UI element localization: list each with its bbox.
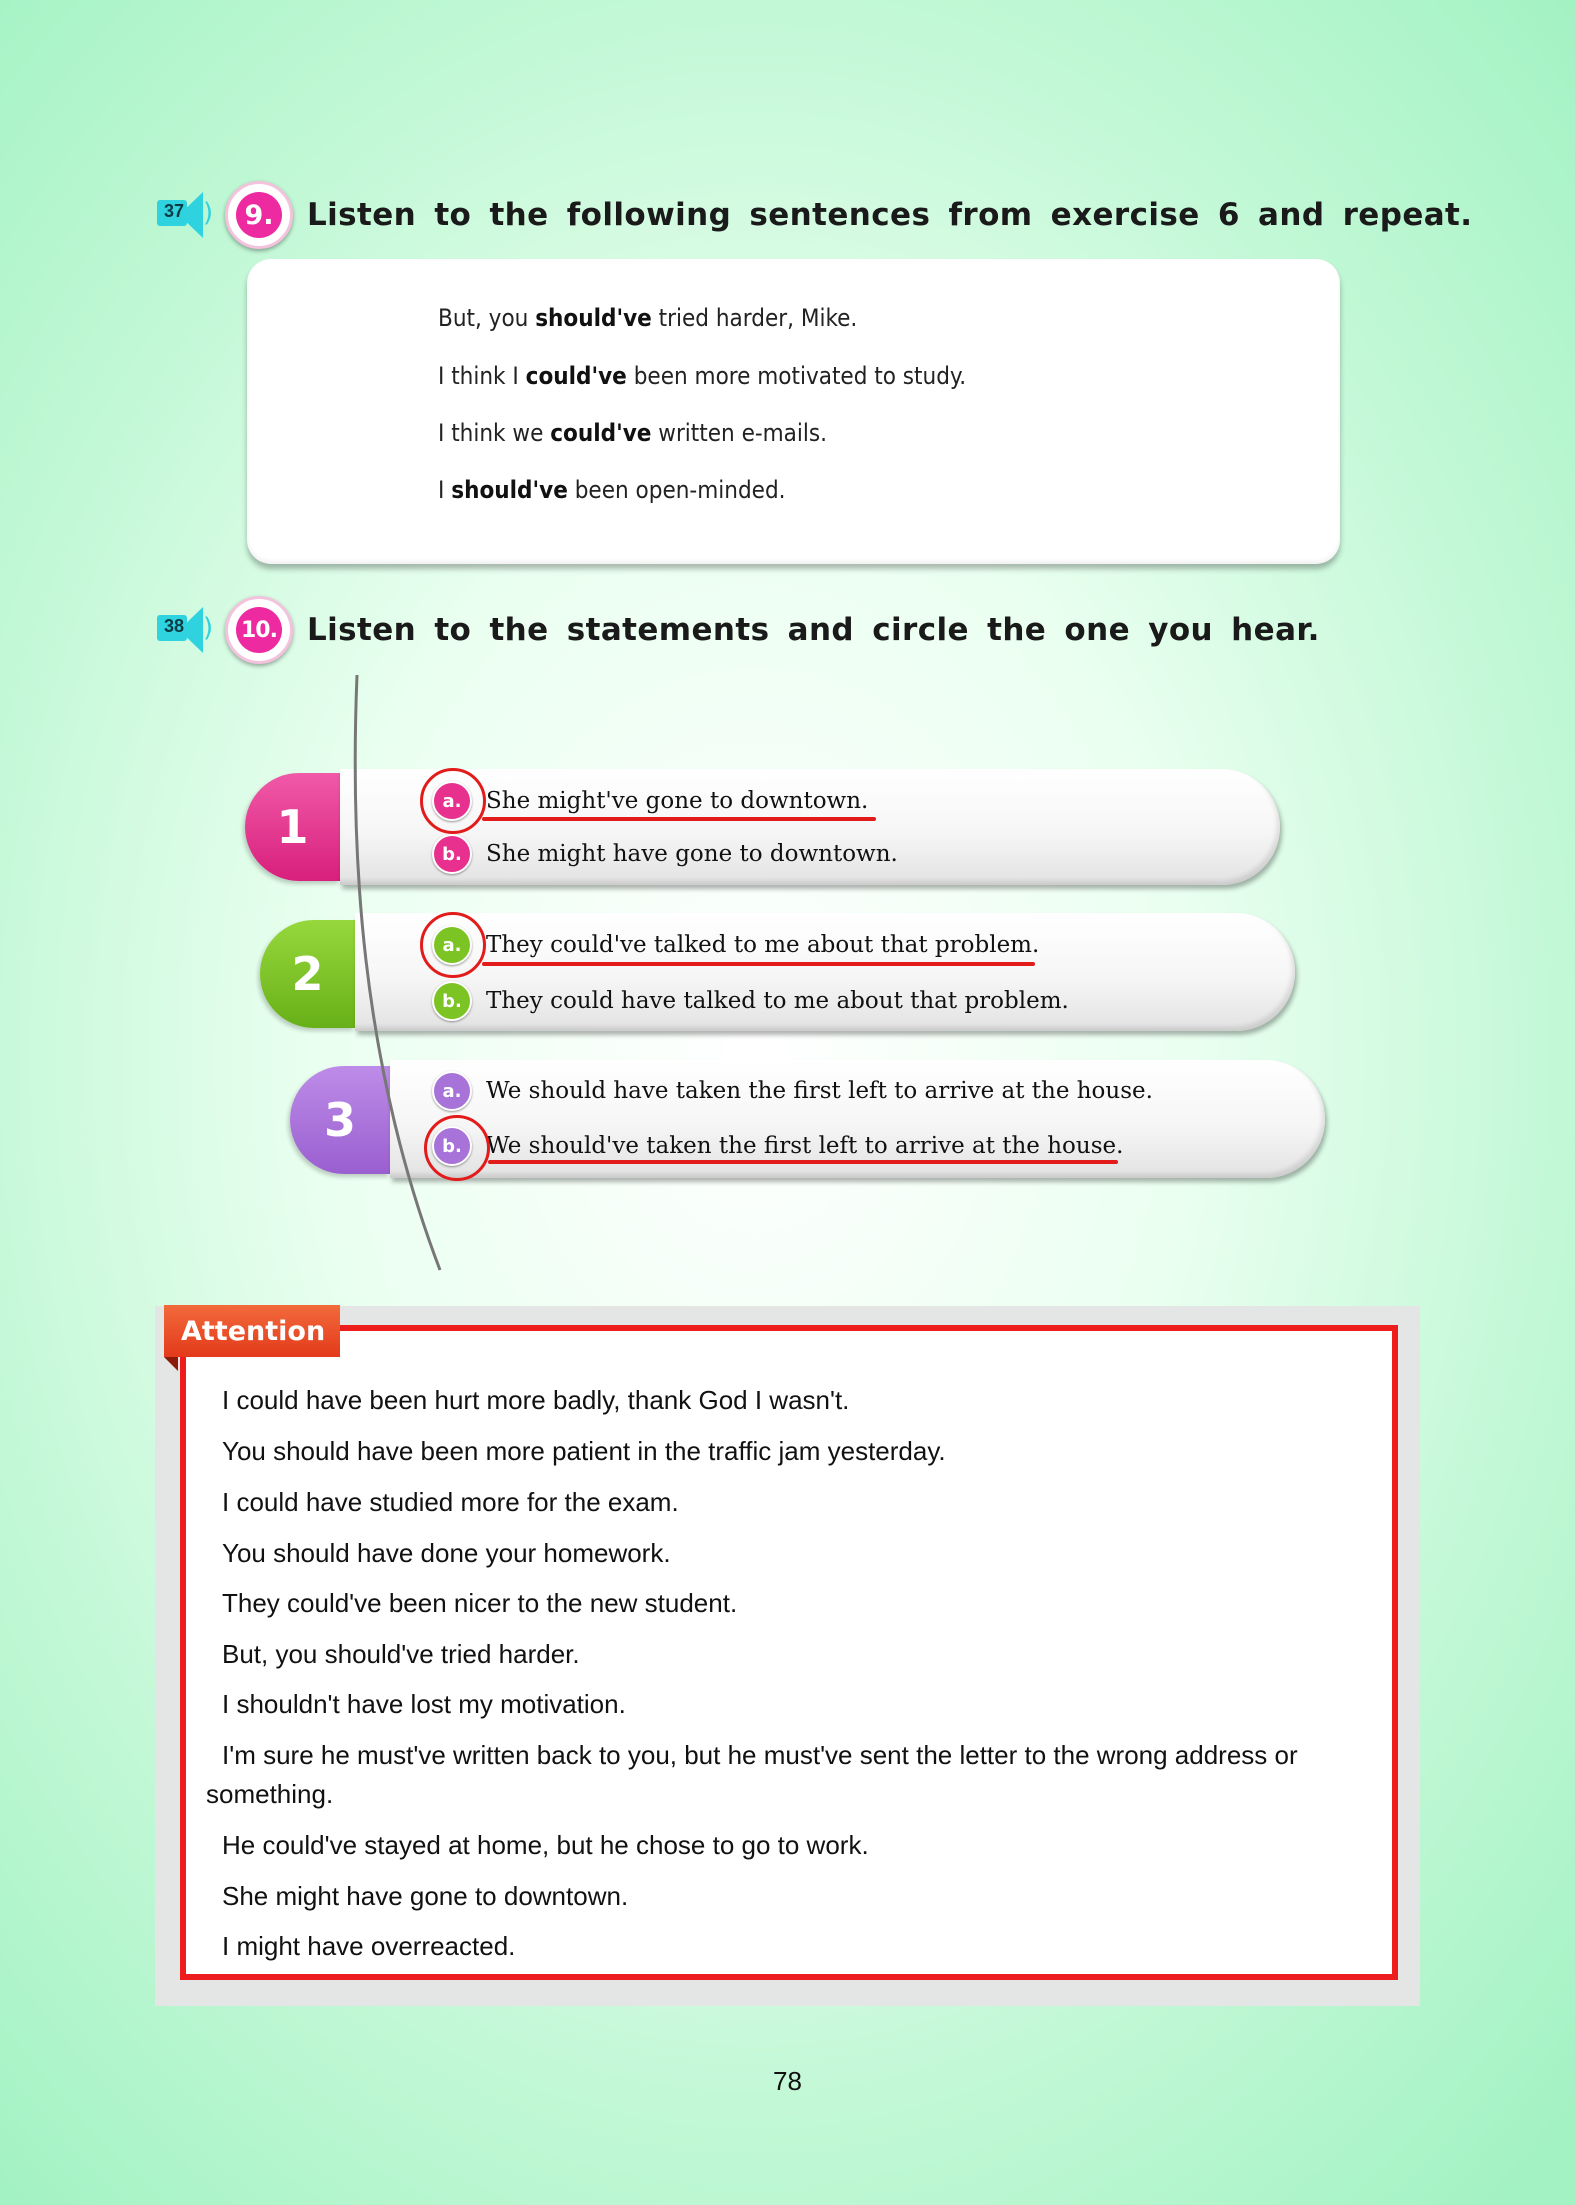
sentence-text: But, you — [438, 304, 536, 332]
sentence-bold: could've — [550, 419, 652, 447]
attention-line: I shouldn't have lost my motivation. — [222, 1689, 626, 1719]
audio-track-38[interactable] — [153, 601, 221, 659]
attention-line: He could've stayed at home, but he chose to go to work. — [222, 1830, 869, 1860]
option-text: She might've gone to downtown. — [486, 788, 869, 814]
attention-line: They could've been nicer to the new student. — [222, 1588, 738, 1618]
sound-waves-icon: ) — [203, 613, 214, 643]
item-3-option-a[interactable] — [432, 1070, 1153, 1112]
sentence-4 — [438, 476, 786, 504]
sentence-text: I — [438, 476, 452, 504]
answer-underline-2 — [482, 962, 1035, 966]
option-text: They could've talked to me about that problem. — [486, 932, 1040, 958]
sentence-text: been more motivated to study. — [626, 362, 967, 390]
attention-line: She might have gone to downtown. — [222, 1881, 629, 1911]
attention-tab-notch — [164, 1357, 178, 1371]
option-a-bubble: a. — [432, 925, 472, 965]
item-1-option-a[interactable] — [432, 780, 868, 822]
sentence-bold: should've — [535, 304, 652, 332]
audio-track-37[interactable] — [153, 186, 221, 244]
item-1-option-b[interactable] — [432, 833, 898, 875]
attention-line: You should have done your homework. — [222, 1538, 671, 1568]
option-text: She might have gone to downtown. — [486, 841, 898, 867]
sentence-text: I think I — [438, 362, 526, 390]
option-b-bubble: b. — [432, 834, 472, 874]
sentence-1 — [438, 304, 857, 332]
sentence-text: been open-minded. — [567, 476, 786, 504]
page-number: 78 — [773, 2066, 802, 2096]
sentence-text: I think we — [438, 419, 551, 447]
attention-line: I'm sure he must've written back to you, but he must've sent the letter to the wrong address or something. — [206, 1740, 1298, 1809]
answer-circle-1 — [420, 768, 486, 834]
item-number-3: 3 — [290, 1066, 390, 1174]
item-2-option-a[interactable] — [432, 924, 1039, 966]
option-text: They could have talked to me about that problem. — [486, 988, 1069, 1014]
option-a-bubble: a. — [432, 781, 472, 821]
sound-waves-icon: ) — [203, 198, 214, 228]
exercise-9-header — [153, 180, 1472, 250]
exercise-number: 10. — [236, 607, 282, 653]
option-text: We should've taken the first left to arrive at the house. — [486, 1133, 1124, 1159]
item-2-option-b[interactable] — [432, 980, 1069, 1022]
option-text: We should have taken the first left to arrive at the house. — [486, 1078, 1153, 1104]
item-number-2: 2 — [260, 920, 355, 1028]
attention-line: But, you should've tried harder. — [222, 1639, 580, 1669]
answer-underline-1 — [482, 817, 876, 821]
sentence-bold: could've — [525, 362, 627, 390]
item-number-1: 1 — [245, 773, 340, 881]
answer-underline-3 — [488, 1160, 1118, 1164]
sentence-text: tried harder, Mike. — [651, 304, 858, 332]
option-b-bubble: b. — [432, 981, 472, 1021]
attention-line: You should have been more patient in the traffic jam yesterday. — [222, 1436, 946, 1466]
exercise-instruction: Listen to the following sentences from exercise 6 and repeat. — [307, 197, 1473, 233]
attention-line: I could have been hurt more badly, thank God I wasn't. — [222, 1385, 850, 1415]
option-a-bubble: a. — [432, 1071, 472, 1111]
attention-label: Attention — [164, 1305, 340, 1357]
answer-circle-2 — [420, 912, 486, 978]
attention-line: I could have studied more for the exam. — [222, 1487, 679, 1517]
exercise-number-badge — [225, 596, 293, 664]
sentence-3 — [438, 419, 827, 447]
sentence-text: written e-mails. — [651, 419, 828, 447]
sentence-2 — [438, 362, 966, 390]
track-number: 37 — [163, 201, 185, 221]
answer-circle-3 — [424, 1115, 490, 1181]
exercise-number: 9. — [236, 192, 282, 238]
option-b-bubble: b. — [432, 1126, 472, 1166]
exercise-10-header — [153, 595, 1320, 665]
exercise-number-badge — [225, 181, 293, 249]
track-number: 38 — [163, 616, 185, 636]
exercise-instruction: Listen to the statements and circle the one you hear. — [307, 612, 1320, 648]
attention-line: I might have overreacted. — [222, 1931, 516, 1961]
sentence-bold: should've — [451, 476, 568, 504]
